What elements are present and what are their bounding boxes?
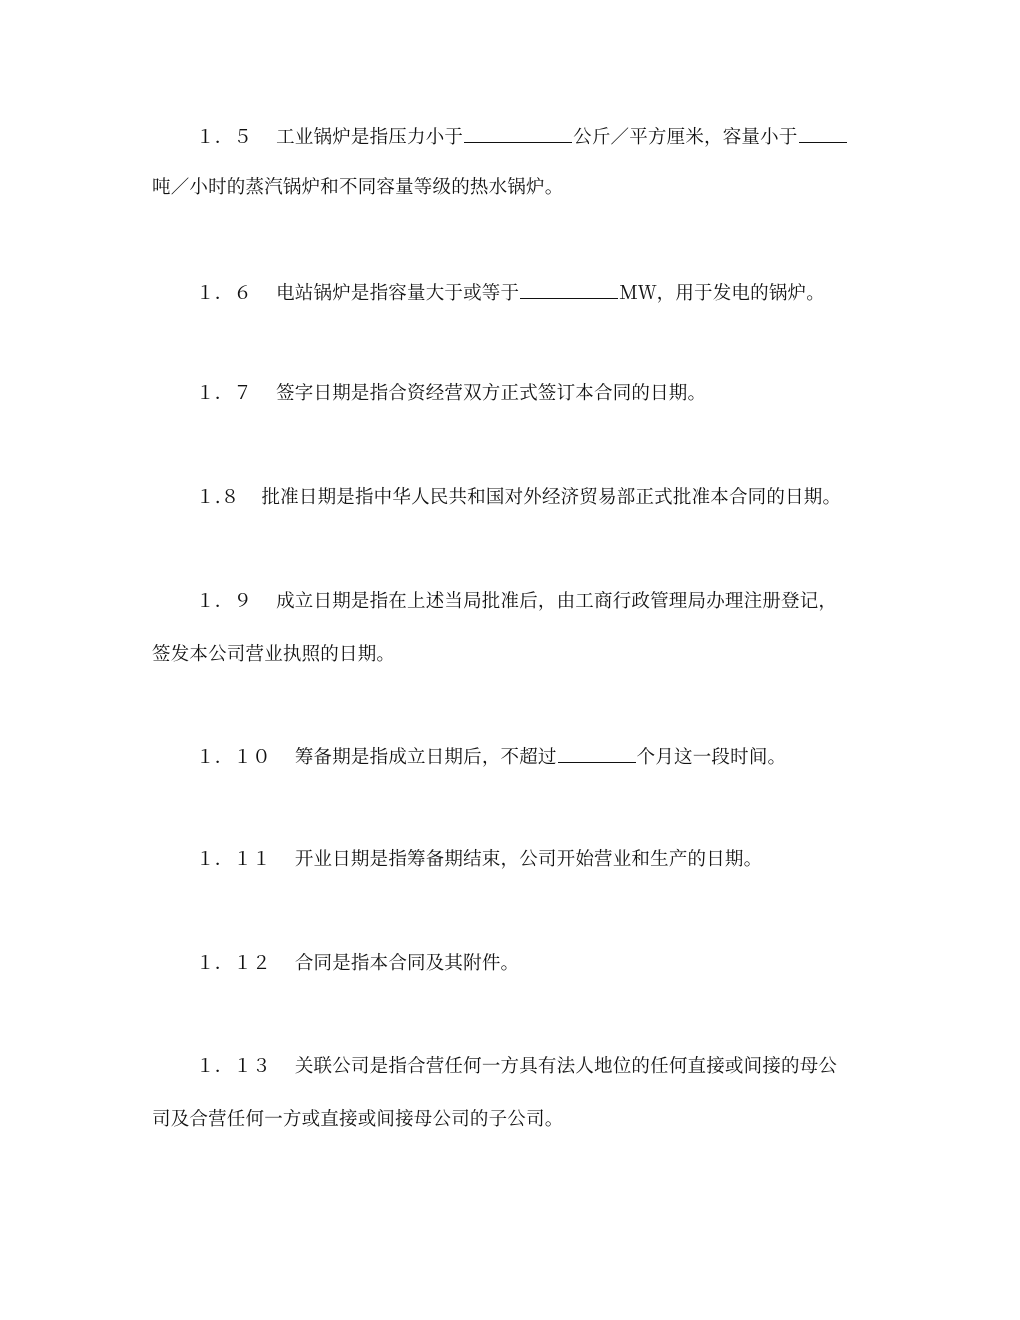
clause-number: １.８ [196,487,240,508]
clause-text: 关联公司是指合营任何一方具有法人地位的任何直接或间接的母公 [294,1056,838,1077]
clause-number: １．７ [196,383,253,404]
clause-number: １．１０ [196,747,271,768]
clause-text: 电站锅炉是指容量大于或等于 [276,283,520,304]
clause-1-11 [152,848,916,872]
clause-1-9-continuation [152,643,872,667]
clause-text: 公斤／平方厘米，容量小于 [573,127,798,148]
clause-text: 批准日期是指中华人民共和国对外经济贸易部正式批准本合同的日期。 [261,487,842,508]
clause-text: 司及合营任何一方或直接或间接母公司的子公司。 [152,1109,564,1130]
clause-number: １．１１ [196,849,271,870]
clause-text: 工业锅炉是指压力小于 [276,127,464,148]
clause-text: 开业日期是指筹备期结束，公司开始营业和生产的日期。 [294,849,763,870]
clause-number: １．６ [196,283,253,304]
clause-1-6 [152,281,916,306]
clause-number: １．１３ [196,1056,271,1077]
clause-text: 个月这一段时间。 [636,747,787,768]
clause-1-9 [152,590,916,614]
clause-1-7 [152,382,916,406]
clause-1-13-continuation [152,1108,872,1132]
clause-1-12 [152,952,916,976]
clause-1-8 [152,486,916,510]
clause-1-10 [152,745,916,770]
clause-text: 签字日期是指合资经营双方正式签订本合同的日期。 [276,383,707,404]
clause-number: １．９ [196,591,253,612]
clause-text: 成立日期是指在上述当局批准后，由工商行政管理局办理注册登记， [276,591,838,612]
fill-blank-pressure [464,125,572,143]
fill-blank-capacity [799,125,847,143]
clause-number: １．５ [196,127,253,148]
clause-1-13 [152,1055,916,1079]
clause-1-5-continuation [152,176,872,200]
clause-1-5 [152,125,916,150]
clause-text: ＭＷ，用于发电的锅炉。 [619,283,825,304]
fill-blank-months [558,745,636,763]
fill-blank-mw [520,281,618,299]
clause-text: 筹备期是指成立日期后，不超过 [294,747,557,768]
clause-text: 合同是指本合同及其附件。 [294,953,520,974]
clause-text: 签发本公司营业执照的日期。 [152,644,396,665]
clause-number: １．１２ [196,953,271,974]
clause-text: 吨／小时的蒸汽锅炉和不同容量等级的热水锅炉。 [152,177,564,198]
